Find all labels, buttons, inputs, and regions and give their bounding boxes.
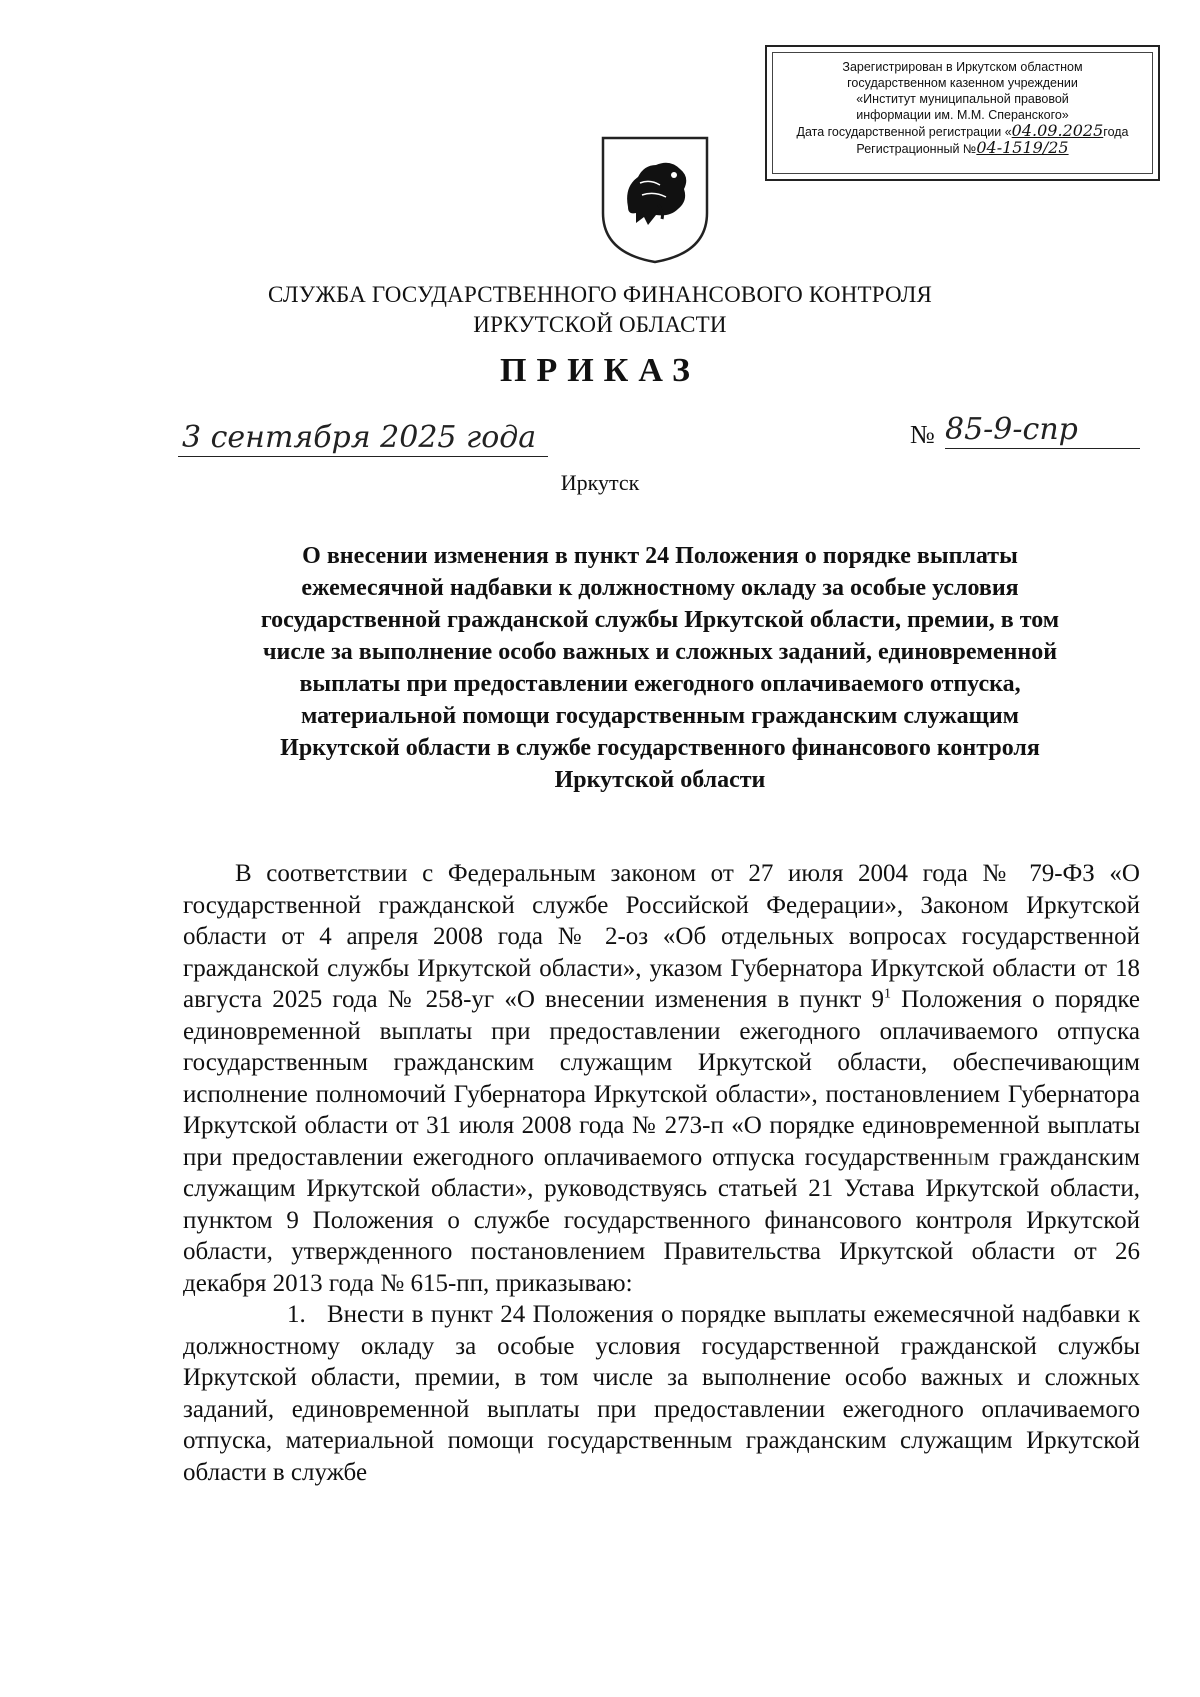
stamp-reg-label: Регистрационный № (856, 142, 977, 156)
stamp-date-line (767, 123, 1158, 140)
handwritten-date: 3 сентября 2025 года (182, 420, 537, 455)
city: Иркутск (560, 470, 640, 495)
stamp-date-value: 04.09.2025 (1011, 121, 1104, 140)
title-line: государственной гражданской службы Иркутской области, премии, в том (260, 607, 1060, 633)
document-body (183, 858, 1140, 1488)
stamp-line-3: «Институт муниципальной правовой (856, 92, 1069, 106)
title-line: выплаты при предоставлении ежегодного оплачиваемого отпуска, (299, 671, 1021, 697)
preamble-text-b: Положения о порядке единовременной выплаты при предоставлении ежегодного оплачиваемого отпуска государственным гражданским служащим Иркутской области, обеспечивающим исполнение полномочий Губернатора Иркутской области», постановлением Губернатора Иркутской области от 31 июля 2008 года № 273-п «О порядке единовременной выплаты при предоставлении ежегодного оплачиваемого отпуска государственн (183, 986, 1140, 1171)
number-underline (945, 448, 1140, 449)
item-text: Внести в пункт 24 Положения о порядке выплаты ежемесячной надбавки к должностному окладу за особые условия государственной гражданской службы Иркутской области, премии, в том числе за выполнение особо важных и сложных заданий, единовременной выплаты при предоставлении ежегодного оплачиваемого отпуска, материальной помощи государственным гражданским служащим Иркутской области в службе (183, 1301, 1140, 1486)
organization-name (0, 280, 1200, 340)
number-label: № (910, 420, 935, 449)
title-line: Иркутской области в службе государственного финансового контроля (280, 735, 1040, 761)
coat-of-arms-icon (600, 135, 710, 265)
document-type: ПРИКАЗ (500, 352, 700, 389)
preamble-text-c: м гражданским служащим Иркутской области», руководствуясь статьей 21 Устава Иркутской области, пунктом 9 Положения о службе государственного финансового контроля Иркутской области, утвержденного постановлением Правительства Иркутской области от 26 декабря 2013 года № 615-пп, приказываю: (183, 1143, 1140, 1297)
stamp-line-2: государственном казенном учреждении (847, 76, 1078, 90)
preamble-paragraph (183, 858, 1140, 1299)
smudged-letter: ы (956, 1143, 974, 1171)
stamp-date-label: Дата государственной регистрации « (796, 125, 1012, 139)
stamp-reg-line (767, 140, 1158, 157)
handwritten-number: 85-9-спр (945, 412, 1078, 447)
order-item-1 (183, 1299, 1140, 1488)
stamp-line-4: информации им. М.М. Сперанского» (856, 108, 1069, 122)
org-line-2: ИРКУТСКОЙ ОБЛАСТИ (473, 312, 727, 337)
title-line: числе за выполнение особо важных и сложных заданий, единовременной (262, 639, 1058, 665)
stamp-date-suffix: года (1103, 125, 1129, 139)
date-underline (178, 456, 548, 457)
org-line-1: СЛУЖБА ГОСУДАРСТВЕННОГО ФИНАНСОВОГО КОНТРОЛЯ (267, 282, 933, 307)
superscript: 1 (883, 986, 891, 1002)
registration-stamp (765, 45, 1160, 181)
item-number: 1. (287, 1301, 306, 1328)
title-line: О внесении изменения в пункт 24 Положения о порядке выплаты (302, 543, 1018, 569)
title-line: ежемесячной надбавки к должностному окладу за особые условия (301, 575, 1019, 601)
title-line: материальной помощи государственным гражданским служащим (300, 703, 1020, 729)
document-title (180, 540, 1140, 796)
title-line: Иркутской области (554, 767, 766, 793)
stamp-reg-value: 04-1519/25 (976, 138, 1069, 157)
stamp-line-1: Зарегистрирован в Иркутском областном (842, 60, 1083, 74)
preamble-text-a: В соответствии с Федеральным законом от 27 июля 2004 года № 79-ФЗ «О государственной гражданской службе Российской Федерации», Законом Иркутской области от 4 апреля 2008 года № 2-оз «Об отдельных вопросах государственной гражданской службы Иркутской области», указом Губернатора Иркутской области от 18 августа 2025 года № 258-уг «О внесении изменения в пункт 9 (183, 860, 1140, 1013)
